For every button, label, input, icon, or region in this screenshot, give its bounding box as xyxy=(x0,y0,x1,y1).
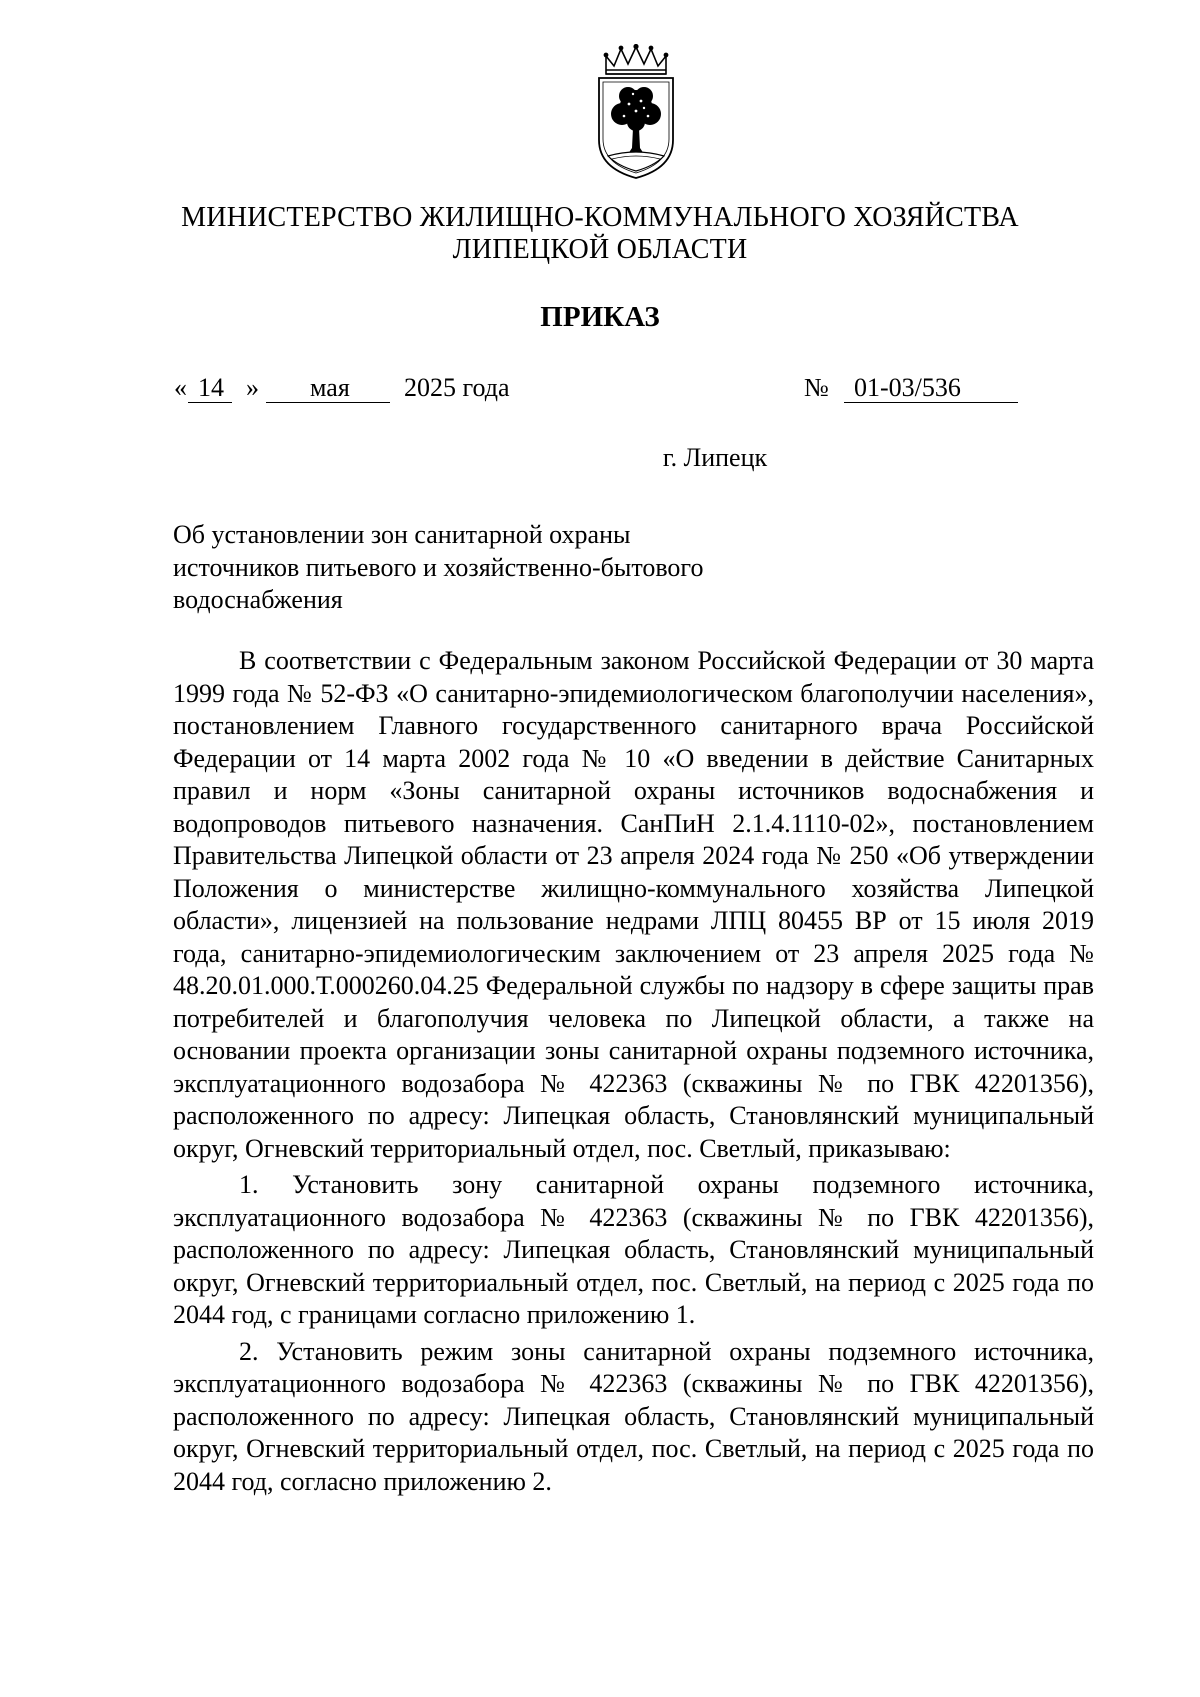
document-subject xyxy=(173,519,813,617)
subject-line-3: водоснабжения xyxy=(173,585,343,614)
ministry-name-line-1: МИНИСТЕРСТВО ЖИЛИЩНО-КОММУНАЛЬНОГО ХОЗЯЙСТВА xyxy=(181,202,1019,233)
month-underline xyxy=(266,402,390,403)
date-day: 14 xyxy=(198,373,224,402)
ministry-name-line-2: ЛИПЕЦКОЙ ОБЛАСТИ xyxy=(452,234,748,265)
date-number-line xyxy=(174,370,1104,406)
order-item-2: 2. Установить режим зоны санитарной охраны подземного источника, эксплуатационного водозабора № 422363 (скважины № по ГВК 42201356), расположенного по адресу: Липецкая область, Становлянский муниципальный округ, Огневский территориальный отдел, пос. Светлый, на период с 2025 года по 2044 год, согласно приложению 2. xyxy=(173,1336,1094,1496)
subject-line-2: источников питьевого и хозяйственно-бытового xyxy=(173,552,704,582)
lipetsk-oblast-coat-of-arms-icon xyxy=(594,44,678,180)
document-type-title: ПРИКАЗ xyxy=(540,301,660,333)
document-body xyxy=(173,645,1094,1498)
date-month: мая xyxy=(310,373,350,402)
day-underline xyxy=(188,402,232,403)
date-close-quote: » xyxy=(246,373,259,402)
number-underline xyxy=(844,402,1018,403)
document-number: 01-03/536 xyxy=(854,373,961,402)
date-year: 2025 года xyxy=(404,373,510,402)
date-open-quote: « xyxy=(174,373,187,402)
order-item-1: 1. Установить зону санитарной охраны подземного источника, эксплуатационного водозабора № 422363 (скважины № по ГВК 42201356), расположенного по адресу: Липецкая область, Становлянский муниципальный округ, Огневский территориальный отдел, пос. Светлый, на период с 2025 года по 2044 год, с границами согласно приложению 1. xyxy=(173,1170,1094,1329)
number-sign: № xyxy=(804,373,829,402)
subject-line-1: Об установлении зон санитарной охраны xyxy=(173,520,631,549)
body-preamble-paragraph: В соответствии с Федеральным законом Российской Федерации от 30 марта 1999 года № 52-ФЗ «О санитарно-эпидемиологическом благополучии населения», постановлением Главного государственного санитарного врача Российской Федерации от 14 марта 2002 года № 10 «О введении в действие Санитарных правил и норм «Зоны санитарной охраны источников водоснабжения и водопроводов питьевого назначения. СанПиН 2.1.4.1110-02», постановлением Правительства Липецкой области от 23 апреля 2024 года № 250 «Об утверждении Положения о министерстве жилищно-коммунального хозяйства Липецкой области», лицензией на пользование недрами ЛПЦ 80455 ВР от 15 июля 2019 года, санитарно-эпидемиологическим заключением от 23 апреля 2025 года № 48.20.01.000.Т.000260.04.25 Федеральной службы по надзору в сфере защиты прав потребителей и благополучия человека по Липецкой области, а также на основании проекта организации зоны санитарной охраны подземного источника, эксплуатационного водозабора № 422363 (скважины № по ГВК 42201356), расположенного по адресу: Липецкая область, Становлянский муниципальный округ, Огневский территориальный отдел, пос. Светлый, приказываю: xyxy=(173,646,1094,1163)
issue-city: г. Липецк xyxy=(662,443,768,472)
ministry-name xyxy=(150,202,1050,266)
